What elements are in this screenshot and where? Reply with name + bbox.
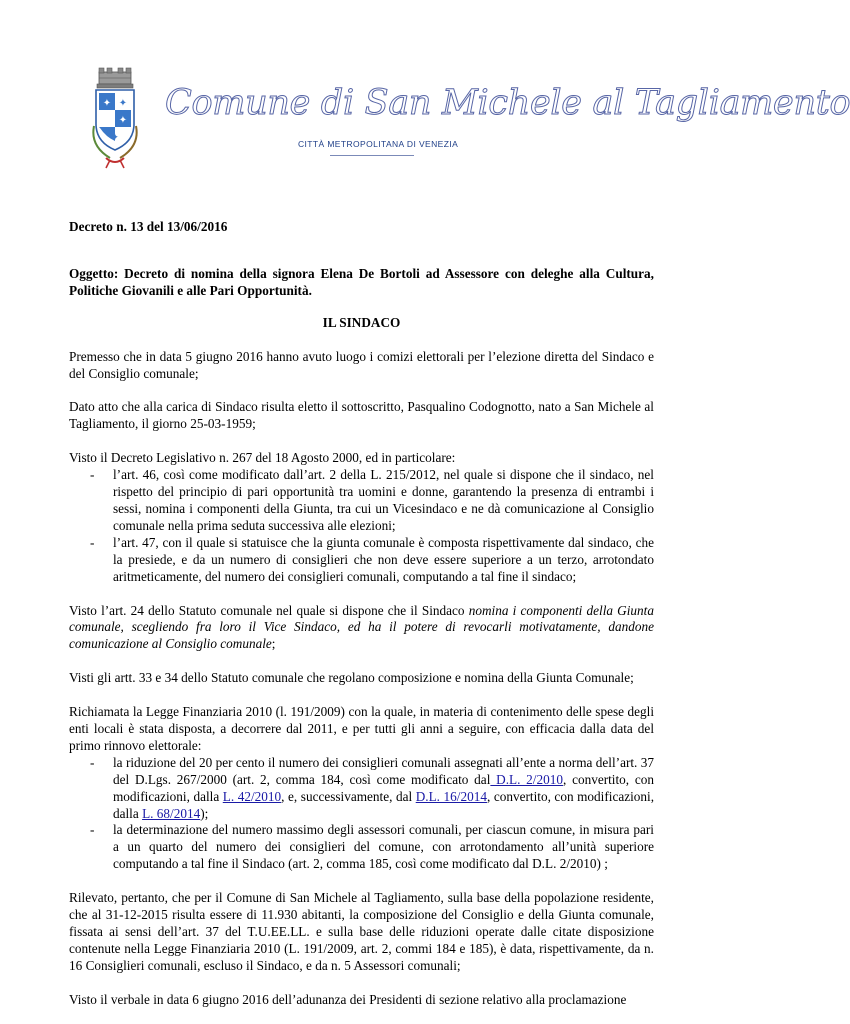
law-link-dl-2-2010[interactable]: D.L. 2/2010	[490, 771, 563, 787]
svg-text:✦: ✦	[118, 115, 128, 126]
paragraph-visto-verbale: Visto il verbale in data 6 giugno 2016 dell’adunanza dei Presidenti di sezione relativo alla proclamazione	[69, 991, 627, 1007]
section-heading: IL SINDACO	[322, 314, 401, 330]
svg-text:✦: ✦	[111, 132, 119, 142]
paragraph-legge-finanziaria: Richiamata la Legge Finanziaria 2010 (l. 191/2009) con la quale, in materia di contenimento delle spese degli enti locali è stata disposta, a decorrere dal 2011, e per tutti gli anni a seguire, con efficacia dalla data del primo rinnovo elettorale:	[69, 704, 654, 753]
comune-subtitle: CITTÀ METROPOLITANA DI VENEZIA	[298, 139, 459, 149]
paragraph-rilevato: Rilevato, pertanto, che per il Comune di San Michele al Tagliamento, sulla base della popolazione residente, che al 31-12-2015 risulta essere di 11.930 abitanti, la composizione del Consiglio e della Giunta comunale, fissata ai sensi dell’art. 37 del T.U.EE.LL. e sulla base delle riduzioni operate dalle citate disposizione contenute nella Legge Finanziaria 2010 (L. 191/2009, art. 2, commi 184 e 185), è data, rispettivamente, da n. 16 Consiglieri comunali, escluso il Sindaco, e da n. 5 Assessori comunali;	[69, 890, 654, 973]
subtitle-divider	[330, 155, 414, 156]
statuto-quote: nomina i componenti della Giunta comunale, scegliendo fra loro il Vice Sindaco, ed ha il potere di revocarli motivatamente, dandone comunicazione al Consiglio comunale	[69, 602, 654, 652]
list-item: - l’art. 47, con il quale si statuisce che la giunta comunale è composta rispettivamente dal sindaco, che la presiede, e da un numero di consiglieri che non deve essere superiore a un terzo, arrotondato aritmeticamente, del numero dei consiglieri comunali, computando a tal fine il sindaco;	[90, 534, 654, 584]
law-link-l-42-2010[interactable]: L. 42/2010	[222, 788, 282, 804]
paragraph-premesso: Premesso che in data 5 giugno 2016 hanno avuto luogo i comizi elettorali per l’elezione diretta del Sindaco e del Consiglio comunale;	[69, 348, 654, 381]
decree-title: Decreto n. 13 del 13/06/2016	[69, 219, 228, 234]
svg-text:✦: ✦	[102, 98, 112, 109]
paragraph-statuto-art24: Visto l’art. 24 dello Statuto comunale nel quale si dispone che il Sindaco nomina i componenti della Giunta comunale, scegliendo fra loro il Vice Sindaco, ed ha il potere di revocarli motivatamente, dandone comunicazione al Consiglio comunale;	[69, 602, 654, 652]
paragraph-dato-atto: Dato atto che alla carica di Sindaco risulta eletto il sottoscritto, Pasqualino Codognotto, nato a San Michele al Tagliamento, il giorno 25-03-1959;	[69, 399, 654, 432]
law-link-dl-16-2014[interactable]: D.L. 16/2014	[415, 788, 487, 804]
list-item: - la riduzione del 20 per cento il numero dei consiglieri comunali assegnati all’ente a norma dell’art. 37 del D.Lgs. 267/2000 (art. 2, comma 184, così come modificato dal D.L. 2/2010, convertito, con modificazioni, dalla L. 42/2010, e, successivamente, dal D.L. 16/2014, convertito, con modificazioni, dalla L. 68/2014);	[90, 754, 655, 821]
comune-name: Comune di San Michele al Tagliamento	[165, 83, 850, 123]
list-item: - l’art. 46, così come modificato dall’art. 2 della L. 215/2012, nel quale si dispone che il sindaco, nel rispetto del principio di pari opportunità tra uomini e donne, garantendo la presenza di entrambi i sessi, nomina i componenti della Giunta, tra cui un Vicesindaco e ne dà comunicazione al Consiglio comunale nella prima seduta successiva alle elezioni;	[90, 467, 654, 533]
decree-subject: Oggetto: Decreto di nomina della signora Elena De Bortoli ad Assessore con deleghe alla Cultura, Politiche Giovanili e alle Pari Opportunità.	[69, 265, 654, 298]
svg-text:✦: ✦	[118, 98, 128, 109]
municipal-crest-icon	[84, 66, 146, 170]
document-body	[69, 219, 654, 1009]
list-item: - la determinazione del numero massimo degli assessori comunali, per ciascun comune, in misura pari a un quarto del numero dei consiglieri del comune, con arrotondamento all’unità superiore computando a tal fine il Sindaco (art. 2, comma 185, così come modificato dal D.L. 2/2010) ;	[90, 822, 654, 872]
law-link-l-68-2014[interactable]: L. 68/2014	[142, 805, 201, 821]
paragraph-visti-artt: Visti gli artt. 33 e 34 dello Statuto comunale che regolano composizione e nomina della Giunta Comunale;	[69, 670, 634, 686]
paragraph-visto-decreto: Visto il Decreto Legislativo n. 267 del 18 Agosto 2000, ed in particolare:	[69, 450, 456, 466]
